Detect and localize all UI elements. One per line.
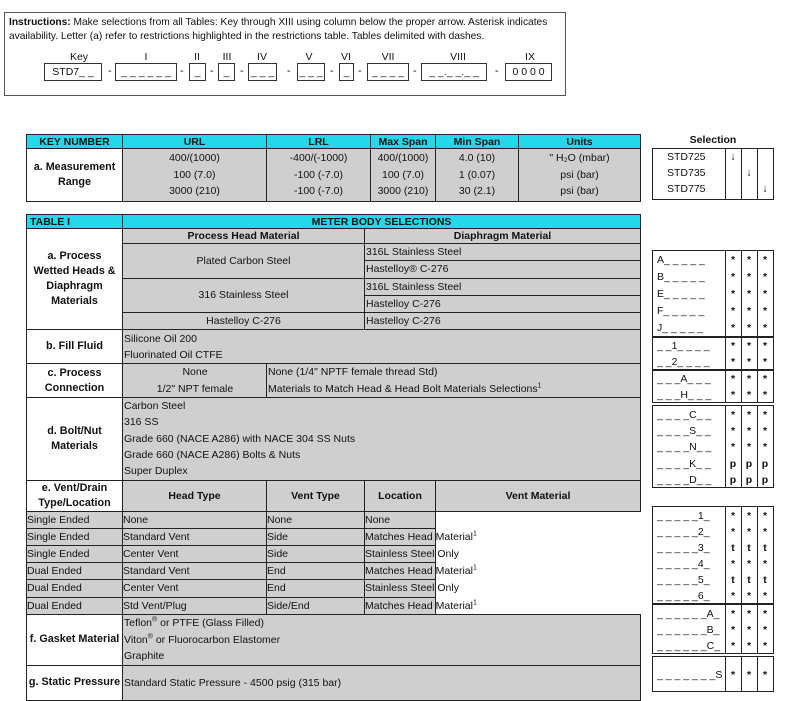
vent-drain-row [27,597,641,614]
key-entry-box[interactable]: 0 0 0 0 [505,63,552,81]
selection-code[interactable]: F_ _ _ _ _ [657,305,705,317]
availability-mark: * [762,340,768,352]
vent-drain-cell: Side/End [267,597,365,614]
vent-drain-row [27,580,641,597]
availability-mark: * [762,409,768,421]
availability-mark: p [729,473,737,486]
selection-group-d [652,405,774,488]
selection-line [653,407,775,423]
selection-line [653,638,775,654]
vent-drain-cell: Stainless Steel Only [365,580,436,597]
availability-mark: * [730,322,736,334]
availability-mark: * [762,322,768,334]
availability-mark: * [746,409,752,421]
url-header: URL [123,135,267,149]
selection-code[interactable]: _ _ _ _ _ _A_ [657,608,720,620]
selection-code[interactable]: _ _ _ _ _4_ [657,558,710,570]
vent-drain-cell: Single Ended [27,528,123,545]
availability-mark: * [730,271,736,283]
instructions-text [9,16,561,44]
availability-mark: * [762,526,768,538]
selection-code[interactable]: _ _ _ _ _2_ [657,526,710,538]
availability-mark: * [762,669,768,681]
model-line [653,183,775,200]
selection-code[interactable]: _ _ _ _ _6_ [657,590,710,602]
key-column-ii: II [194,51,200,63]
table-i-title: TABLE I [27,215,123,229]
bolt-nut-options: Carbon Steel 316 SS Grade 660 (NACE A286) with NACE 304 SS Nuts Grade 660 (NACE A286) Bolts & Nuts Super Duplex [123,398,641,480]
key-separator: - [108,65,112,77]
selection-line [653,372,775,388]
availability-mark: t [747,542,751,554]
vent-drain-cell: Side [267,545,365,562]
key-column-ix: IX [525,51,535,63]
selection-code[interactable]: _ _ _A_ _ _ [657,373,711,385]
selection-code[interactable]: A_ _ _ _ _ [657,254,705,266]
selection-line [653,388,775,404]
meter-body-heading: METER BODY SELECTIONS [123,215,641,229]
selection-code[interactable]: _ _ _H_ _ _ [657,388,712,401]
availability-mark: * [762,624,768,636]
table-i [26,214,641,701]
selection-code[interactable]: _ _ _ _N_ _ [657,441,712,454]
down-arrow-icon: ↓ [730,151,736,163]
key-entry-box[interactable]: _ _._ _._ _ [421,63,487,81]
availability-mark: * [746,355,752,368]
selection-title: Selection [689,134,737,146]
vent-drain-cell: Matches Head Material$^1$ [365,597,436,614]
selection-line [653,339,775,355]
availability-mark: * [746,340,752,352]
availability-mark: t [763,574,767,586]
vent-drain-cell: Std Vent/Plug [123,597,267,614]
max-span-header: Max Span [371,135,436,149]
selection-group-g [652,656,774,692]
selection-code[interactable]: _ _ _ _ _1_ [657,510,710,522]
availability-mark: * [730,510,736,522]
gasket-label: f. Gasket Material [27,614,123,665]
vent-drain-cell: Center Vent [123,580,267,597]
selection-code[interactable]: _ _ _ _ _ _C_ [657,640,721,652]
availability-mark: * [730,409,736,421]
availability-mark: p [745,457,753,470]
key-entry-box[interactable]: STD7_ _ [44,63,102,81]
selection-code[interactable]: B_ _ _ _ _ [657,271,705,283]
availability-mark: * [730,305,736,317]
key-separator: - [330,65,334,77]
key-column-v: V [305,51,313,63]
availability-mark: * [762,373,768,385]
selection-line [653,658,775,692]
availability-mark: t [731,542,735,554]
selection-group-f [652,604,774,654]
vent-drain-cell: None [123,511,267,528]
vent-drain-cell: Dual Ended [27,580,123,597]
selection-code[interactable]: _ _ _ _ _3_ [657,542,710,554]
availability-mark: * [746,288,752,300]
availability-mark: * [730,355,736,368]
url-values: 400/(1000) 100 (7.0) 3000 (210) [123,149,267,202]
vent-drain-rows [27,511,641,614]
static-pressure-label: g. Static Pressure [27,665,123,700]
selection-code[interactable]: _ _ _ _D_ _ [657,473,712,486]
selection-line [653,588,775,604]
head-material-1: Plated Carbon Steel [123,244,365,279]
head-type-header: Head Type [123,480,267,511]
availability-mark: * [746,640,752,652]
selection-code[interactable]: _ _ _ _ _ _ _S [657,669,723,681]
process-connection-label: c. Process Connection [27,364,123,398]
down-arrow-icon: ↓ [762,183,768,195]
key-column-iii: III [222,51,232,63]
fill-fluid-label: b. Fill Fluid [27,330,123,364]
selection-line [653,572,775,588]
availability-mark: * [746,608,752,620]
availability-mark: * [762,254,768,266]
selection-line [653,540,775,556]
units-header: Units [519,135,641,149]
availability-mark: * [762,355,768,368]
vent-drain-row [27,545,641,562]
selection-line [653,606,775,622]
vent-type-header: Vent Type [267,480,365,511]
availability-mark: * [746,590,752,602]
model-code: STD775 [667,183,706,195]
selection-line [653,286,775,303]
vent-drain-cell: Standard Vent [123,528,267,545]
availability-mark: * [746,425,752,438]
availability-mark: * [730,608,736,620]
static-pressure-option: Standard Static Pressure - 4500 psig (315 bar) [123,665,641,700]
head-material-2: 316 Stainless Steel [123,278,365,313]
availability-mark: * [730,373,736,385]
availability-mark: p [729,457,737,470]
min-span-header: Min Span [436,135,519,149]
model-selection-box [652,148,774,200]
instructions-body: Make selections from all Tables: Key through XIII using column below the proper arrow. Asterisk indicates availability. Letter (a) refer to restrictions highlighted in the restrictions table. Tables delimited with dashes. [9,17,548,42]
key-entry-box[interactable]: _ _ _ [297,63,325,81]
selection-code[interactable]: _ _ _ _ _ _B_ [657,624,720,636]
selection-group-b [652,337,774,370]
vent-material-header: Vent Material [436,480,641,511]
availability-mark: * [746,558,752,570]
availability-mark: * [730,388,736,401]
vent-drain-cell: Stainless Steel Only [365,545,436,562]
availability-mark: * [730,640,736,652]
diaphragm-3: 316L Stainless Steel [366,280,462,293]
availability-mark: * [730,288,736,300]
fill-fluid-options: Silicone Oil 200 Fluorinated Oil CTFE [123,330,641,364]
availability-mark: * [730,526,736,538]
availability-mark: * [762,590,768,602]
max-span-values: 400/(1000) 100 (7.0) 3000 (210) [371,149,436,202]
key-column-key: Key [69,51,89,63]
vent-drain-cell: Side [267,528,365,545]
availability-mark: * [730,340,736,352]
selection-line [653,508,775,524]
vent-drain-cell: Matches Head Material$^1$ [365,528,436,545]
key-column-vi: VI [341,51,351,63]
vent-drain-cell: Dual Ended [27,563,123,580]
availability-mark: * [762,425,768,438]
selection-line [653,269,775,286]
selection-line [653,524,775,540]
vent-drain-row [27,528,641,545]
process-wetted-label: a. Process Wetted Heads & Diaphragm Materials [27,229,123,330]
vent-drain-row [27,511,641,528]
availability-mark: * [746,510,752,522]
availability-mark: * [746,271,752,283]
vent-drain-cell: Matches Head Material$^1$ [365,563,436,580]
diaphragm-5: Hastelloy C-276 [366,315,441,328]
bolt-nut-label: d. Bolt/Nut Materials [27,398,123,480]
key-separator: - [287,65,291,77]
selection-line [653,252,775,269]
availability-mark: * [730,254,736,266]
availability-mark: * [746,254,752,266]
selection-group-c [652,370,774,403]
location-header: Location [365,480,436,511]
selection-line [653,622,775,638]
availability-mark: * [762,288,768,300]
selection-line [653,556,775,572]
key-separator: - [495,65,499,77]
lrl-values: -400/(-1000) -100 (-7.0) -100 (-7.0) [267,149,371,202]
model-code: STD735 [667,167,706,179]
vent-drain-cell: Single Ended [27,545,123,562]
key-separator: - [240,65,244,77]
availability-mark: * [730,669,736,681]
selection-line [653,456,775,472]
availability-mark: * [762,441,768,454]
availability-mark: * [730,590,736,602]
key-entry-box[interactable]: _ [189,63,206,81]
availability-mark: * [762,388,768,401]
key-column-vii: VII [381,51,395,63]
vent-drain-cell: Standard Vent [123,563,267,580]
units-values: " H₂O (mbar) psi (bar) psi (bar) [519,149,641,202]
key-column-viii: VIII [450,51,466,63]
key-separator: - [210,65,214,77]
vent-drain-cell: End [267,580,365,597]
selection-code[interactable]: J_ _ _ _ _ [657,322,704,334]
key-entry-box[interactable]: _ [218,63,235,81]
selection-line [653,355,775,371]
diaphragm-1: 316L Stainless Steel [366,246,462,258]
selection-code[interactable]: _ _ _ _ _5_ [657,574,710,586]
model-line [653,167,775,184]
vent-drain-label: e. Vent/Drain Type/Location [27,480,123,511]
model-code: STD725 [667,151,706,163]
availability-mark: * [762,305,768,317]
availability-mark: * [746,441,752,454]
min-span-values: 4.0 (10) 1 (0.07) 30 (2.1) [436,149,519,202]
connection-material: None (1/4" NPTF female thread Std) Materials to Match Head & Head Bolt Materials Selections$^1$ [267,364,641,398]
vent-drain-row [27,563,641,580]
availability-mark: * [762,608,768,620]
selection-code[interactable]: _ _1_ _ _ _ [657,340,710,352]
diaphragm-4: Hastelloy C-276 [366,297,441,310]
lrl-header: LRL [267,135,371,149]
selection-line [653,472,775,488]
availability-mark: * [762,271,768,283]
key-entry-box[interactable]: _ _ _ _ _ _ [115,63,177,81]
selection-code[interactable]: _ _ _ _K_ _ [657,457,711,470]
availability-mark: * [746,624,752,636]
selection-group-e [652,506,774,604]
process-head-header: Process Head Material [123,229,365,244]
vent-drain-cell: End [267,563,365,580]
selection-group-a [652,250,774,337]
vent-drain-cell: Dual Ended [27,597,123,614]
key-column-i: I [144,51,148,63]
selection-line [653,423,775,439]
availability-mark: t [747,574,751,586]
selection-code[interactable]: E_ _ _ _ _ [657,288,705,300]
availability-mark: * [730,441,736,454]
diaphragm-2: Hastelloy® C-276 [366,263,449,276]
head-material-3: Hastelloy C-276 [123,313,365,330]
key-number-table [26,134,641,202]
selection-code[interactable]: _ _ _ _C_ _ [657,409,712,421]
measurement-range-label: a. Measurement Range [27,149,123,202]
availability-mark: * [730,624,736,636]
availability-mark: p [761,457,769,470]
availability-mark: t [763,542,767,554]
availability-mark: p [761,473,769,486]
selection-code[interactable]: _ _2_ _ _ _ [657,355,710,368]
availability-mark: p [745,473,753,486]
vent-drain-cell: None [267,511,365,528]
availability-mark: * [746,305,752,317]
connection-type: None 1/2" NPT female [123,364,267,398]
key-entry-box[interactable]: _ [339,63,354,81]
key-table-header [27,135,641,149]
availability-mark: * [746,669,752,681]
vent-drain-cell: Center Vent [123,545,267,562]
availability-mark: * [746,373,752,385]
key-separator: - [180,65,184,77]
vent-drain-cell: None [365,511,436,528]
selection-line [653,320,775,337]
availability-mark: * [762,510,768,522]
selection-line [653,303,775,320]
model-line [653,151,775,168]
instructions-bold: Instructions: [9,17,71,28]
vent-drain-cell: Single Ended [27,511,123,528]
key-column-iv: IV [257,51,267,63]
availability-mark: * [762,558,768,570]
availability-mark: t [731,574,735,586]
key-number-header: KEY NUMBER [27,135,123,149]
availability-mark: * [746,526,752,538]
key-entry-box[interactable]: _ _ _ [248,63,277,81]
availability-mark: * [746,322,752,334]
availability-mark: * [730,425,736,438]
key-entry-box[interactable]: _ _ _ _ [367,63,409,81]
key-separator: - [358,65,362,77]
availability-mark: * [746,388,752,401]
selection-line [653,439,775,455]
diaphragm-header: Diaphragm Material [365,229,641,244]
gasket-options: Teflon® or PTFE (Glass Filled) Viton® or Fluorocarbon Elastomer Graphite [123,614,641,665]
key-separator: - [413,65,417,77]
availability-mark: * [762,640,768,652]
measurement-range-row [27,149,641,202]
availability-mark: * [730,558,736,570]
selection-code[interactable]: _ _ _ _S_ _ [657,425,711,438]
down-arrow-icon: ↓ [746,167,752,179]
